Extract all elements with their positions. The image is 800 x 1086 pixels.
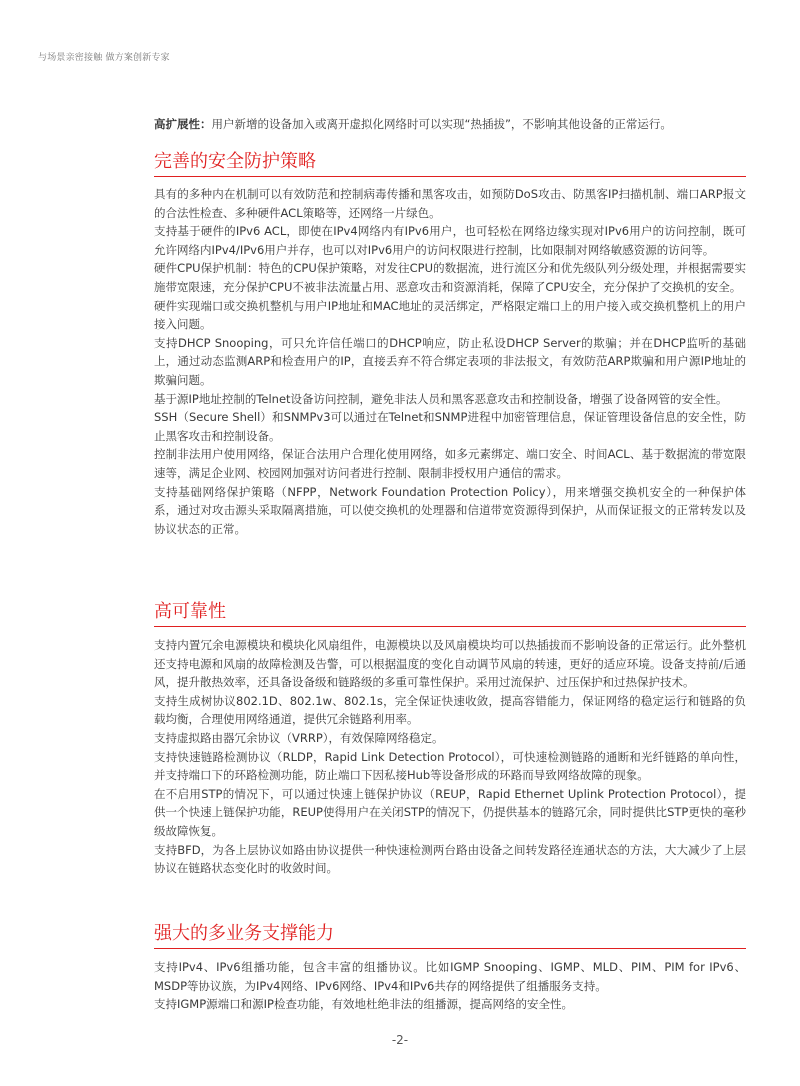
- section-title-reliability: 高可靠性: [154, 600, 746, 627]
- paragraph: SSH（Secure Shell）和SNMPv3可以通过在Telnet和SNMP进程中加密管理信息，保证管理设备信息的安全性，防止黑客攻击和控制设备。: [154, 410, 746, 443]
- intro-paragraph: [154, 116, 754, 132]
- section-body-multiservice: [154, 958, 746, 1014]
- paragraph: 支持IPv4、IPv6组播功能，包含丰富的组播协议。比如IGMP Snooping、IGMP、MLD、PIM、PIM for IPv6、MSDP等协议族，为IPv4网络、IPv6网络、IPv4和IPv6共存的网络提供了组播服务支持。: [154, 960, 746, 993]
- section-body-reliability: [154, 636, 746, 878]
- paragraph: 支持内置冗余电源模块和模块化风扇组件，电源模块以及风扇模块均可以热插拔而不影响设备的正常运行。此外整机还支持电源和风扇的故障检测及告警，可以根据温度的变化自动调节风扇的转速，更好的适应环境。设备支持前/后通风，提升散热效率，还具备设备级和链路级的多重可靠性保护。采用过流保护、过压保护和过热保护技术。: [154, 638, 746, 690]
- paragraph: 支持生成树协议802.1D、802.1w、802.1s，完全保证快速收敛，提高容错能力，保证网络的稳定运行和链路的负载均衡，合理使用网络通道，提供冗余链路利用率。: [154, 693, 746, 727]
- paragraph: 支持BFD，为各上层协议如路由协议提供一种快速检测两台路由设备之间转发路径连通状态的方法，大大减少了上层协议在链路状态变化时的收敛时间。: [154, 842, 746, 876]
- page-number: -2-: [391, 1033, 409, 1047]
- paragraph: 在不启用STP的情况下，可以通过快速上链保护协议（REUP，Rapid Ethernet Uplink Protection Protocol），提供一个快速上链保护功能，REUP使得用户在关闭STP的情况下，仍提供基本的链路冗余，同时提供比STP更快的毫秒级故障恢复。: [154, 786, 746, 838]
- paragraph: 支持快速链路检测协议（RLDP，Rapid Link Detection Protocol），可快速检测链路的通断和光纤链路的单向性，并支持端口下的环路检测功能，防止端口下因私接Hub等设备形成的环路而导致网络故障的现象。: [154, 749, 746, 783]
- paragraph: 支持基础网络保护策略（NFPP，Network Foundation Protection Policy），用来增强交换机安全的一种保护体系，通过对攻击源头采取隔离措施，可以使交换机的处理器和信道带宽资源得到保护，从而保证报文的正常转发以及协议状态的正常。: [154, 484, 746, 536]
- paragraph: 支持DHCP Snooping，可只允许信任端口的DHCP响应，防止私设DHCP Server的欺骗；并在DHCP监听的基础上，通过动态监测ARP和检查用户的IP，直接丢弃不符合绑定表项的非法报文，有效防范ARP欺骗和用户源IP地址的欺骗问题。: [154, 335, 746, 387]
- intro-text: 用户新增的设备加入或离开虚拟化网络时可以实现“热插拔”，不影响其他设备的正常运行。: [211, 117, 672, 131]
- paragraph: 支持IGMP源端口和源IP检查功能，有效地杜绝非法的组播源，提高网络的安全性。: [154, 997, 573, 1012]
- paragraph: 基于源IP地址控制的Telnet设备访问控制，避免非法人员和黑客恶意攻击和控制设备，增强了设备网管的安全性。: [154, 391, 728, 406]
- paragraph: 硬件CPU保护机制：特色的CPU保护策略，对发往CPU的数据流，进行流区分和优先级队列分级处理，并根据需要实施带宽限速，充分保护CPU不被非法流量占用、恶意攻击和资源消耗，保障了CPU安全，充分保护了交换机的安全。: [154, 261, 746, 294]
- section-body-security: [154, 185, 746, 538]
- page-header-tagline: 与场景亲密接触 做方案创新专家: [38, 53, 170, 63]
- paragraph: 硬件实现端口或交换机整机与用户IP地址和MAC地址的灵活绑定，严格限定端口上的用户接入或交换机整机上的用户接入问题。: [154, 298, 746, 332]
- paragraph: 控制非法用户使用网络，保证合法用户合理化使用网络，如多元素绑定、端口安全、时间ACL、基于数据流的带宽限速等，满足企业网、校园网加强对访问者进行控制、限制非授权用户通信的需求。: [154, 447, 746, 480]
- section-title-security: 完善的安全防护策略: [154, 150, 746, 177]
- section-title-multiservice: 强大的多业务支撑能力: [154, 922, 746, 949]
- intro-label: 高扩展性：: [154, 117, 212, 131]
- paragraph: 具有的多种内在机制可以有效防范和控制病毒传播和黑客攻击，如预防DoS攻击、防黑客IP扫描机制、端口ARP报文的合法性检查、多种硬件ACL策略等，还网络一片绿色。: [154, 187, 746, 220]
- paragraph: 支持虚拟路由器冗余协议（VRRP），有效保障网络稳定。: [154, 730, 444, 745]
- paragraph: 支持基于硬件的IPv6 ACL，即使在IPv4网络内有IPv6用户，也可轻松在网络边缘实现对IPv6用户的访问控制，既可允许网络内IPv4/IPv6用户并存，也可以对IPv6用户的访问权限进行控制，比如限制对网络敏感资源的访问等。: [154, 224, 746, 257]
